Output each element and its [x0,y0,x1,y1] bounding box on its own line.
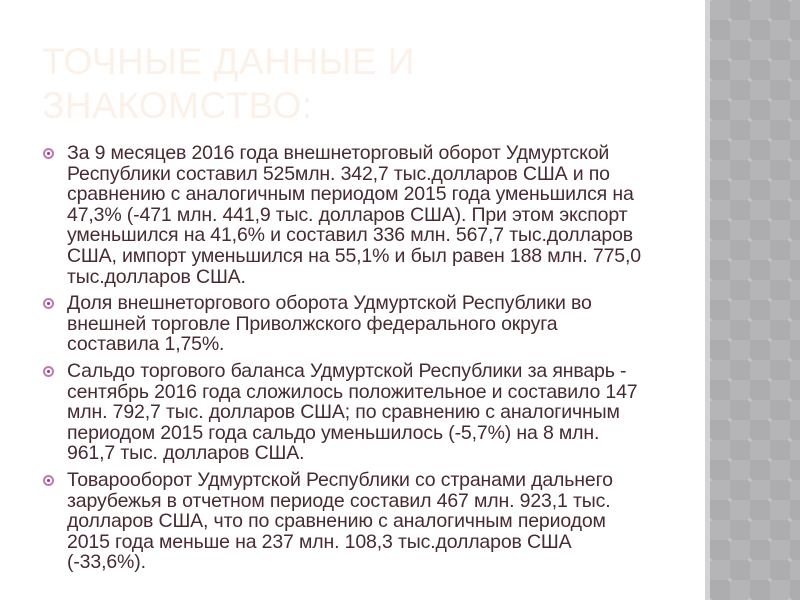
list-item [40,143,642,287]
target-bullet-icon [43,298,54,309]
bullet-text: Сальдо торгового баланса Удмуртской Республики за январь - сентябрь 2016 года сложилось положительное и составило 147 млн. 792,7 тыс. долларов США; по сравнению с аналогичным периодом 2015 года сальдо уменьшилось (-5,7%) на 8 млн. 961,7 тыс. долларов США. [67,359,638,465]
target-bullet-icon [43,148,54,159]
list-item [40,361,642,464]
bullet-text: Доля внешнеторгового оборота Удмуртской Республики во внешней торговле Приволжского федерального округа составила 1,75%. [67,292,592,356]
slide-content [40,40,670,579]
bullet-text: Товарооборот Удмуртской Республики со странами дальнего зарубежья в отчетном периоде составил 467 млн. 923,1 тыс. долларов США, что по сравнению с аналогичным периодом 2015 года меньше на 237 млн. 108,3 тыс.долларов США (-33,6%). [67,468,613,574]
bullet-list [40,143,642,573]
bullet-text: За 9 месяцев 2016 года внешнеторговый оборот Удмуртской Республики составил 525млн. 342,7 тыс.долларов США и по сравнению с аналогичным периодом 2015 года уменьшился на 47,3% (-471 млн. 441,9 тыс. долларов США). При этом экспорт уменьшился на 41,6% и составил 336 млн. 567,7 тыс.долларов США, импорт уменьшился на 55,1% и был равен 188 млн. 775,0 тыс.долларов США. [67,142,641,288]
list-item [40,470,642,573]
target-bullet-icon [43,366,54,377]
slide-title: ТОЧНЫЕ ДАННЫЕ И ЗНАКОМСТВО: [42,41,415,127]
target-bullet-icon [43,475,54,486]
list-item [40,293,642,355]
diamond-pattern-side-stripe [705,0,800,600]
